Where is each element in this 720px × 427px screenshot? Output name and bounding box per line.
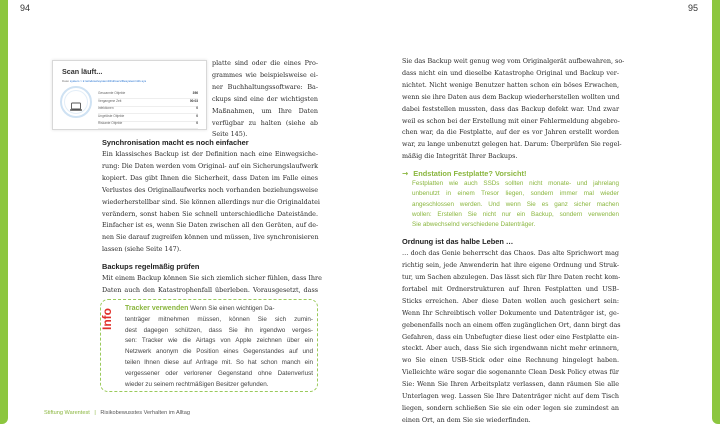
paragraph-line: Sticks erreichen. Aber diese Daten wollen auch gesichert sein: bbox=[402, 296, 619, 305]
info-line: tenträger mitnehmen müssen, können Sie sich zumin- bbox=[125, 315, 313, 323]
paragraph-line: Verlustes des Originallaufwerks noch vorhanden beziehungsweise bbox=[102, 185, 318, 194]
left-side-column bbox=[212, 58, 318, 141]
right-main-text bbox=[402, 56, 625, 427]
side-text-line: Maßnahmen, um Ihre Daten bbox=[212, 106, 318, 115]
info-line: Netzwerk anonym die Position eines Gegenstandes auf und bbox=[125, 348, 313, 356]
scan-stat-label: Gescannte Objekte bbox=[98, 91, 126, 95]
arrow-right-icon: → bbox=[402, 169, 409, 179]
paragraph-line: … doch das Genie beherrscht das Chaos. Das alte Sprichwort mag bbox=[402, 249, 619, 258]
scan-stat-label: Vergangene Zeit bbox=[98, 98, 122, 103]
tip-title: Endstation Festplatte? Vorsicht! bbox=[413, 169, 527, 179]
right-edge-bar bbox=[712, 0, 720, 424]
paragraph-line: Wenn Ihr Schreibtisch voller Dokumente und Datenträger ist, ge- bbox=[402, 308, 619, 317]
scan-stat-value: 396 bbox=[192, 91, 198, 95]
paragraph-line: wenn sie ihre Daten aus dem Backup wiederherstellen wollten und bbox=[402, 92, 620, 101]
heading-backups-pruefen: Backups regelmäßig prüfen bbox=[102, 262, 200, 272]
paragraph-line: wiederherstellbar sind. Sie können allerdings nur die Originaldatei bbox=[102, 197, 320, 206]
footer-title: Risikobewusstes Verhalten im Alltag bbox=[100, 410, 190, 416]
paragraph-line: lassen (siehe Seite 147). bbox=[102, 245, 182, 254]
paragraph-line: einen Ort, an dem Sie sie wiederfinden. bbox=[402, 415, 531, 424]
info-first-line: Wenn Sie einen wichtigen Da- bbox=[188, 305, 275, 312]
laptop-icon bbox=[69, 97, 83, 107]
paragraph-line: dass nicht ein und dieselbe Katastrophe Original und Backup ver- bbox=[402, 68, 619, 77]
paragraph-line: nichtet. Nicht wenige Benutzer hatten schon ein böses Erwachen, bbox=[402, 80, 619, 89]
scan-stat-value: 0 bbox=[196, 106, 198, 110]
paragraph-line: steckt. Aber auch, dass Sie sich irgendwann nicht mehr erinnern, bbox=[402, 344, 619, 353]
scan-stat-label: Ungelöste Objekte bbox=[98, 113, 125, 118]
scan-stat-value: 0 bbox=[196, 121, 198, 125]
paragraph-line: nen Sie darauf zugreifen können und müssen, live synchronisieren bbox=[102, 233, 319, 242]
paragraph-line: weil es schon bei der Erstellung mit einer Fehlermeldung abgebro- bbox=[402, 116, 620, 125]
paragraph-line: richtig sein, jede Anwenderin hat ihre eigene Ordnung und Struk- bbox=[402, 261, 619, 270]
scan-stat-label: Riskante Objekte bbox=[98, 121, 123, 125]
paragraph-line: Einfacher ist es, wenn Sie Daten zwischen all den Geräten, auf de- bbox=[102, 221, 319, 230]
side-text-line: verfügbar zu halten (siehe ab bbox=[212, 118, 318, 127]
paragraph-line: Daten auch den Katastrophenfall überleben. Vorausgesetzt, dass bbox=[102, 286, 318, 295]
paragraph-line: war, zu lange unbenutzt gelegen hat. Darum: Überprüfen Sie regel- bbox=[402, 140, 622, 149]
scan-path bbox=[62, 79, 146, 83]
tip-line: angeschlossen werden. Und wenn Sie es ganz sicher machen bbox=[412, 200, 619, 208]
scan-path-label: Datei bbox=[62, 79, 70, 83]
footer-separator: | bbox=[94, 410, 96, 416]
left-main-text bbox=[102, 138, 322, 297]
paragraph-line: fortabel mit Ordnerstrukturen auf Ihren Festplatten und USB- bbox=[402, 284, 619, 293]
info-text bbox=[125, 304, 313, 390]
info-label bbox=[97, 300, 119, 338]
tip-box bbox=[402, 168, 619, 230]
footer-brand: Stiftung Warentest bbox=[44, 410, 90, 416]
scan-stat-value: 0 bbox=[196, 113, 198, 118]
tip-line: Sie abwechselnd verschiedene Datenträger. bbox=[412, 220, 536, 228]
paragraph-line: chen war, da die Festplatte, auf der es vor Jahren erstellt worden bbox=[402, 128, 619, 137]
info-label-text: Info bbox=[100, 308, 115, 330]
info-line: sen: Tracker wie die Airtags von Apple zeichnen über ein bbox=[125, 337, 313, 345]
side-text-line: platte sind oder die eines Pro- bbox=[212, 59, 318, 67]
scan-stat-value: 00:03 bbox=[189, 98, 198, 103]
paragraph-line: gebenenfalls noch an einem offen zugänglichen Ort, dann birgt das bbox=[402, 320, 621, 329]
side-text-line: grammes wie beispielsweise ei- bbox=[212, 70, 318, 79]
paragraph-line: tur, um Sachen abzulegen. Das lässt sich für Ihre Daten recht kom- bbox=[402, 272, 621, 281]
scan-stat-row bbox=[98, 121, 198, 129]
info-line: vergessener oder verlorener Gegenstand ohne Datenverlust bbox=[125, 369, 313, 377]
paragraph-line: Ein klassisches Backup ist der Definition nach eine Einwegsiche- bbox=[102, 150, 318, 158]
scan-path-value: system > k:\windows\system32\drivers\filesystem\ntfs.sys bbox=[69, 79, 147, 83]
paragraph-line: Mit einem Backup können Sie sich ziemlich sicher fühlen, dass Ihre bbox=[102, 274, 322, 283]
info-line: dest dagegen schützen, dass Sie ihn irgendwo verges- bbox=[125, 326, 313, 334]
scan-title: Scan läuft... bbox=[62, 67, 103, 76]
side-text-line: Seite 145). bbox=[212, 130, 248, 139]
heading-ordnung: Ordnung ist das halbe Leben … bbox=[402, 237, 514, 247]
paragraph-line: dabei feststellen mussten, dass das Backup defekt war. Und zwar bbox=[402, 104, 619, 113]
paragraph-line: Gefahren, dass ein Unbefugter diese liest oder eine Festplatte ein- bbox=[402, 332, 619, 341]
paragraph-line: mäßig die Integrität Ihrer Backups. bbox=[402, 152, 518, 161]
scan-stat-label: Infektionen bbox=[98, 106, 114, 110]
left-edge-bar bbox=[0, 0, 8, 424]
paragraph-line: wo Sie einen USB-Stick oder eine Rechnung hingelegt haben. bbox=[402, 356, 619, 365]
paragraph-line: rung: Die Daten werden vom Original- auf ein Sicherungslaufwerk bbox=[102, 161, 318, 170]
heading-synchronisation: Synchronisation macht es noch einfacher bbox=[102, 138, 249, 147]
tip-line: Festplatten wie auch SSDs sollten nicht monate- und jahrelang bbox=[412, 180, 619, 188]
side-text-line: ckups sind eine der wichtigsten bbox=[212, 94, 318, 103]
left-page-number: 94 bbox=[20, 3, 31, 13]
paragraph-line: Vielleichte wäre sogar die sogenannte Clean Desk Policy etwas für bbox=[402, 368, 619, 377]
paragraph-line: Sie: Wenn Sie Ihren Arbeitsplatz verlassen, dann räumen Sie alle bbox=[402, 380, 619, 389]
tip-line: unbenutzt in einem Tresor liegen, sondern immer mal wieder bbox=[412, 190, 619, 198]
paragraph-line: verändern, sonst haben Sie schnell unterschiedliche Dateistände. bbox=[102, 209, 318, 218]
right-page-number: 95 bbox=[688, 3, 699, 13]
info-line: wieder zu seinem rechtmäßigen Besitzer gefunden. bbox=[125, 380, 269, 388]
paragraph-line: liegen, sondern schließen Sie sie ein oder legen sie zumindest an bbox=[402, 403, 619, 412]
paragraph-line: Sie das Backup weit genug weg vom Originalgerät aufbewahren, so- bbox=[402, 57, 625, 65]
paragraph-line: kopiert. Das gibt Ihnen die Sicherheit, dass Daten im Falle eines bbox=[102, 173, 318, 182]
side-text-line: ner Buchhaltungssoftware: Ba- bbox=[212, 82, 318, 91]
scan-screenshot bbox=[52, 60, 207, 130]
info-line: teilen Ihnen diese auf Anfrage mit. So hat schon manch ein bbox=[125, 358, 313, 366]
info-title: Tracker verwenden bbox=[125, 305, 189, 312]
tip-line: wollen: Erstellen Sie nicht nur ein Backup, sondern verwenden bbox=[412, 210, 619, 218]
footer bbox=[44, 410, 190, 416]
paragraph-line: Unterlagen weg. Lassen Sie Ihre Datenträger nicht auf dem Tisch bbox=[402, 392, 619, 401]
